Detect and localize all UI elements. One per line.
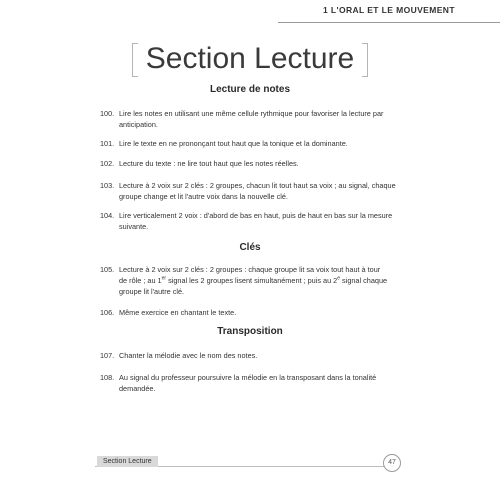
- exercise-text-cont: groupe change et lit l'autre voix dans la nouvelle clé.: [119, 192, 288, 201]
- exercise-number: 108.: [100, 373, 115, 382]
- exercise-text: Au signal du professeur poursuivre la mélodie en la transposant dans la tonalité: [119, 373, 377, 382]
- exercise-text-cont: [100, 275, 435, 286]
- exercise-102: [100, 158, 435, 169]
- left-bracket-decoration: [132, 43, 138, 77]
- exercise-text-cont: suivante.: [119, 222, 149, 231]
- section-heading-cles: Clés: [239, 242, 261, 253]
- exercise-103: [100, 180, 435, 202]
- exercise-107: [100, 350, 435, 361]
- page-title-text: Section Lecture: [145, 42, 355, 75]
- exercise-108: [100, 372, 435, 394]
- exercise-100: [100, 108, 435, 130]
- exercise-number: 103.: [100, 181, 115, 190]
- exercise-text-cont: groupe lit l'autre clé.: [119, 287, 185, 296]
- title-block: [0, 40, 500, 78]
- exercise-text-cont: demandée.: [119, 384, 156, 393]
- text-fragment: signal chaque: [340, 276, 388, 285]
- exercise-101: [100, 138, 435, 149]
- exercise-104: [100, 210, 435, 232]
- exercise-number: 100.: [100, 109, 115, 118]
- section-heading-transposition: Transposition: [217, 326, 283, 337]
- exercise-text: Lecture du texte : ne lire tout haut que les notes réelles.: [119, 159, 299, 168]
- exercise-text: Lire verticalement 2 voix : d'abord de bas en haut, puis de haut en bas sur la mesure: [119, 211, 393, 220]
- page-title: [138, 40, 362, 78]
- superscript: e: [337, 275, 341, 282]
- section-heading-lecture-notes: Lecture de notes: [209, 84, 291, 95]
- exercise-text-cont: anticipation.: [119, 120, 158, 129]
- exercise-number: 107.: [100, 351, 115, 360]
- footer-section-label: Section Lecture: [97, 456, 158, 467]
- exercise-number: 104.: [100, 211, 115, 220]
- exercise-number: 101.: [100, 139, 115, 148]
- exercise-number: 106.: [100, 308, 115, 317]
- exercise-text: Lecture à 2 voix sur 2 clés : 2 groupes, chacun lit tout haut sa voix ; au signal, chaque: [119, 181, 396, 190]
- page-number: 47: [383, 454, 401, 472]
- chapter-header: [278, 0, 500, 23]
- text-fragment: de rôle ; au 1: [119, 276, 162, 285]
- exercise-text: Lire les notes en utilisant une même cellule rythmique pour favoriser la lecture par: [119, 109, 384, 118]
- chapter-title: 1 L'ORAL ET LE MOUVEMENT: [323, 5, 455, 15]
- superscript: er: [161, 275, 167, 282]
- exercise-105: [100, 264, 435, 297]
- exercise-text: Lecture à 2 voix sur 2 clés : 2 groupes : chaque groupe lit sa voix tout haut à tour: [119, 265, 381, 274]
- text-fragment: signal les 2 groupes lisent simultanément ; puis au 2: [166, 276, 338, 285]
- exercise-text: Lire le texte en ne prononçant tout haut que la tonique et la dominante.: [119, 139, 348, 148]
- exercise-number: 105.: [100, 265, 115, 274]
- right-bracket-decoration: [362, 43, 368, 77]
- exercise-number: 102.: [100, 159, 115, 168]
- exercise-text: Chanter la mélodie avec le nom des notes.: [119, 351, 258, 360]
- exercise-text: Même exercice en chantant le texte.: [119, 308, 237, 317]
- exercise-106: [100, 307, 435, 318]
